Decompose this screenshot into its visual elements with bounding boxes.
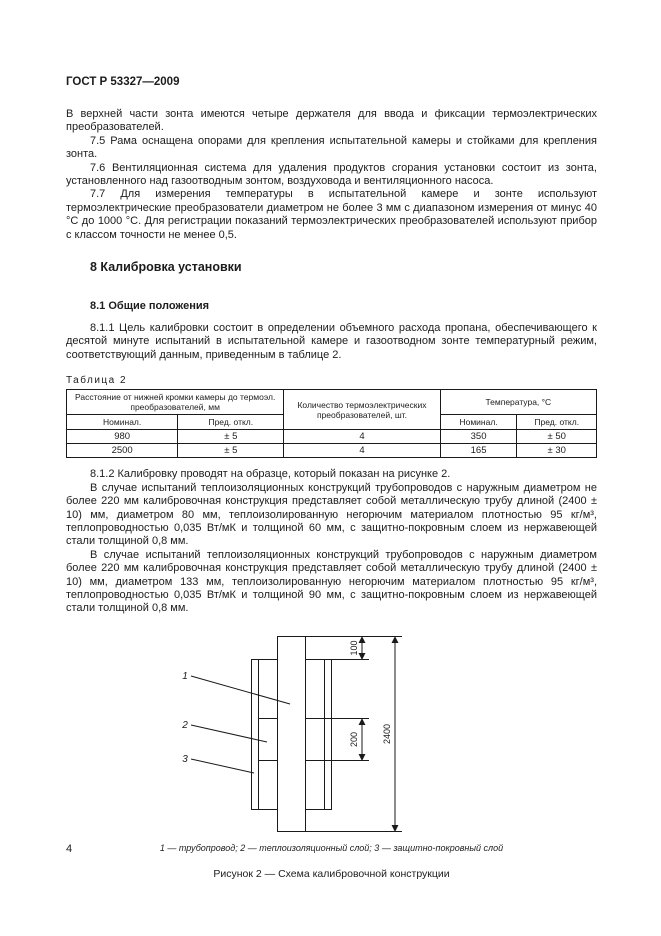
table-cell: ± 50 <box>517 430 597 444</box>
dimension-text-100: 100 <box>348 640 359 656</box>
table-header-distance: Расстояние от нижней кромки камеры до термоэл. преобразователей, мм <box>67 390 284 415</box>
table-cell: ± 30 <box>517 444 597 458</box>
table-cell: ± 5 <box>178 430 284 444</box>
table-cell: 2500 <box>67 444 178 458</box>
figure-2 <box>66 630 597 880</box>
figure-2-legend: 1 — трубопровод; 2 — теплоизоляционный слой; 3 — защитно-покровный слой <box>159 842 504 853</box>
table-2-label: Таблица 2 <box>66 375 128 387</box>
dimension-text-2400: 2400 <box>381 723 392 744</box>
table-cell: 4 <box>284 444 440 458</box>
table-cell: 980 <box>67 430 178 444</box>
table-cell: ± 5 <box>178 444 284 458</box>
table-cell: 4 <box>284 430 440 444</box>
paragraph-7-6: 7.6 Вентиляционная система для удаления продуктов сгорания установки состоит из зонта, установленного над газоотводным зонтом, воздуховода и вентиляционного насоса. <box>66 161 597 188</box>
figure-2-caption: Рисунок 2 — Схема калибровочной конструкции <box>213 867 450 880</box>
callout-leader-3 <box>191 759 254 773</box>
pipe-outline <box>277 636 305 831</box>
paragraph-8-1-2: 8.1.2 Калибровку проводят на образце, который показан на рисунке 2. <box>90 468 451 481</box>
table-2 <box>66 389 597 458</box>
subsection-8-1-title: 8.1 Общие положения <box>90 300 210 313</box>
dimension-text-200: 200 <box>348 731 359 747</box>
table-subheader-deviation: Пред. откл. <box>178 415 284 430</box>
callout-label-1: 1 <box>181 670 188 682</box>
paragraph-continuation: В верхней части зонта имеются четыре держателя для ввода и фиксации термоэлектрических преобразователей. <box>66 108 597 134</box>
table-cell: 350 <box>440 430 517 444</box>
paragraph-7-7: 7.7 Для измерения температуры в испытательной камере и зонте используют термоэлектрические преобразователи диаметром не более 3 мм с диапазоном измерения от минус 40 °С до 1000 °С. Для регистрации показаний термоэлектрических преобразователей используют прибор с классом точности не менее 0,5. <box>66 188 597 241</box>
paragraph-7-5: 7.5 Рама оснащена опорами для крепления испытательной камеры и стойками для крепления зонта. <box>66 134 597 161</box>
table-subheader-deviation: Пред. откл. <box>517 415 597 430</box>
doc-header: ГОСТ Р 53327—2009 <box>66 76 180 88</box>
callout-leader-1 <box>191 676 290 704</box>
callout-leader-2 <box>191 725 267 742</box>
figure-2-drawing <box>157 630 507 836</box>
table-subheader-nominal: Номинал. <box>67 415 178 430</box>
paragraph-8-1-2-a: В случае испытаний теплоизоляционных конструкций трубопроводов с наружным диаметром не более 220 мм калибровочная конструкция представляет собой металлическую трубу длиной (2400 ± 10) мм, диаметром 80 мм, теплоизолированную негорючим материалом плотностью 95 кг/м³, теплопроводностью 0,035 Вт/мК и толщиной 60 мм, с защитно-покровным слоем из нержавеющей стали толщиной 0,8 мм. <box>66 481 597 548</box>
page-number: 4 <box>66 843 73 855</box>
section-8-title: 8 Калибровка установки <box>90 260 242 275</box>
table-header-temperature: Температура, °С <box>440 390 596 415</box>
table-subheader-nominal: Номинал. <box>440 415 517 430</box>
table-row <box>67 430 597 444</box>
paragraph-8-1-2-b: В случае испытаний теплоизоляционных конструкций трубопроводов с наружным диаметром более 220 мм калибровочная конструкция представляет собой металлическую трубу длиной (2400 ± 10) мм, диаметром 133 мм, теплоизолированную негорючим материалом плотностью 95 кг/м³, теплопроводностью 0,035 Вт/мК и толщиной 90 мм, с защитно-покровным слоем из нержавеющей стали толщиной 0,8 мм. <box>66 548 597 615</box>
table-header-row <box>67 390 597 415</box>
callout-label-3: 3 <box>181 753 188 765</box>
table-row <box>67 444 597 458</box>
table-header-count: Количество термоэлектрических преобразователей, шт. <box>284 390 440 430</box>
table-cell: 165 <box>440 444 517 458</box>
paragraph-8-1-1: 8.1.1 Цель калибровки состоит в определении объемного расхода пропана, обеспечивающего к десятой минуте испытаний в испытательной камере и газоотводном зонте температурный режим, соответствующий данным, приведенным в таблице 2. <box>66 322 597 361</box>
callout-label-2: 2 <box>181 719 188 731</box>
